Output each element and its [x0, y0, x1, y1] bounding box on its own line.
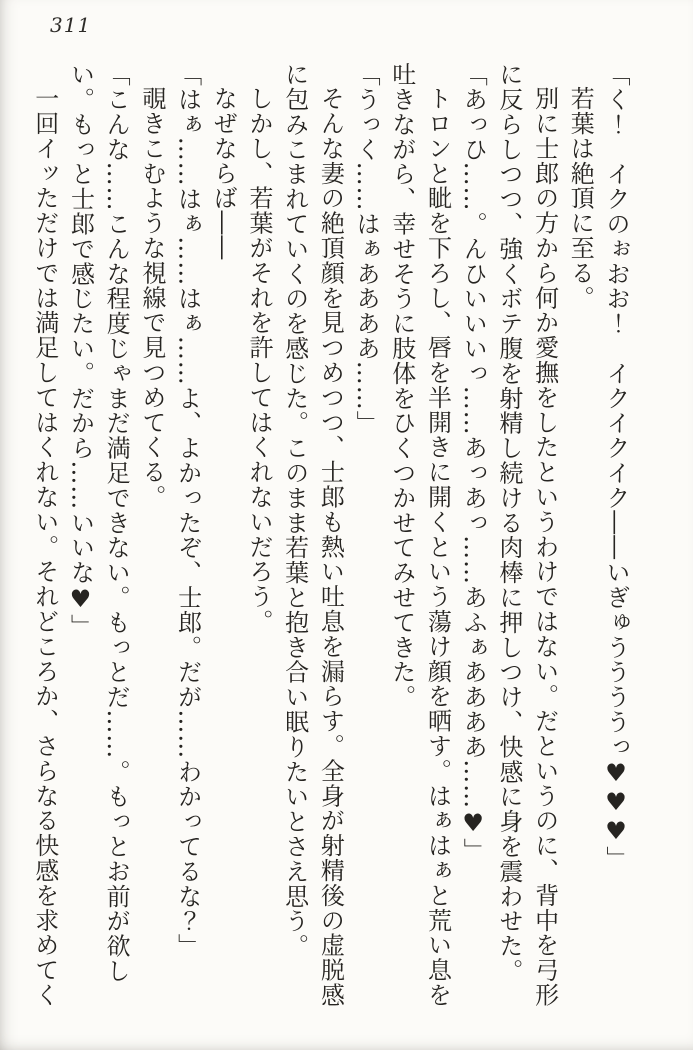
- vertical-text-block: [26, 62, 633, 1012]
- text-paragraph: 「はぁ……はぁ……はぁ……よ、よかったぞ、士郎。だが……わかってるな？」: [173, 62, 202, 959]
- text-paragraph: 若葉は絶頂に至る。: [566, 86, 595, 311]
- text-paragraph: 「く！ イクのぉおお！ イクイクイク――いぎゅううううっ♥♥♥」: [602, 62, 630, 871]
- text-paragraph: 別に士郎の方から何か愛撫をしたというわけではない。だというのに、背中を弓形に反らしつつ、強くボテ腹を射精し続ける肉棒に押しつけ、快感に身を震わせた。: [494, 62, 559, 1008]
- text-paragraph: なぜならば――: [209, 86, 238, 261]
- text-paragraph: トロンと眦を下ろし、唇を半開きに開くという蕩け顔を晒す。はぁはぁと荒い息を吐きながら、幸せそうに肢体をひくつかせてみせてきた。: [387, 62, 452, 1008]
- text-paragraph: そんな妻の絶頂顔を見つめつつ、士郎も熱い吐息を漏らす。全身が射精後の虚脱感に包みこまれていくのを感じた。このまま若葉と抱き合い眠りたいとさえ思う。: [280, 62, 345, 1008]
- page-number: 311: [50, 13, 92, 37]
- text-paragraph: 「あっひ……。んひいいいっ……あっあっ……あふぁああああ……♥」: [459, 62, 488, 863]
- text-paragraph: 「うっく……はぁああああ……」: [352, 62, 381, 436]
- text-paragraph: 一回イッただけでは満足してはくれない。それどころか、さらなる快感を求めてく: [30, 86, 59, 1008]
- text-paragraph: しかし、若葉がそれを許してはくれないだろう。: [244, 86, 273, 634]
- text-paragraph: 覗きこむような視線で見つめてくる。: [137, 86, 166, 510]
- text-paragraph: 「こんな……こんな程度じゃまだ満足できない。もっとだ……。もっとお前が欲しい。もっと士郎で感じたい。だから……いいな♥」: [66, 62, 131, 984]
